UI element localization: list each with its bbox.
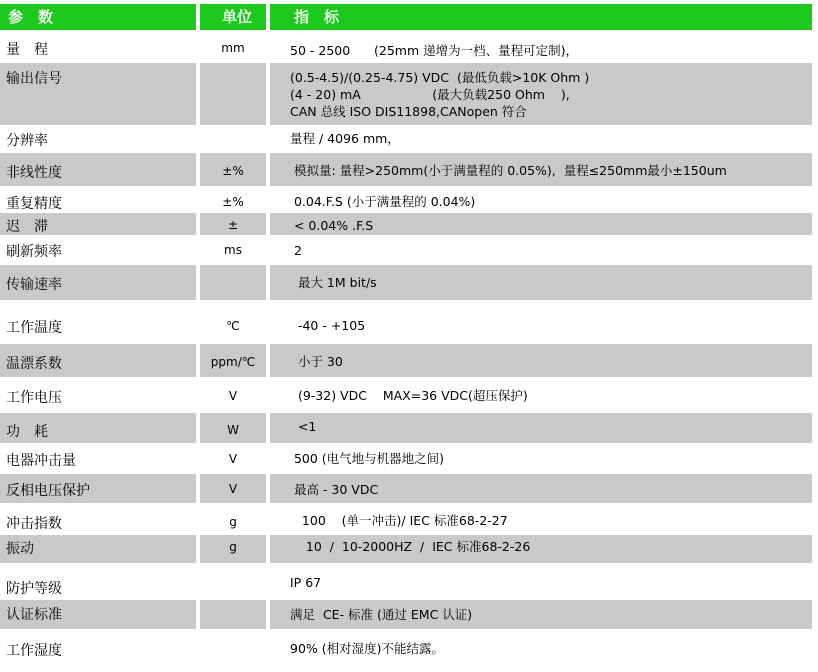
spec-value bbox=[270, 474, 812, 503]
spec-line: IP 67 bbox=[290, 575, 322, 590]
unit-cell: ℃ bbox=[200, 303, 266, 343]
spec-value bbox=[270, 213, 812, 235]
unit-cell: ±% bbox=[200, 189, 266, 211]
param-label: 防护等级 bbox=[0, 566, 196, 600]
param-label: 刷新频率 bbox=[0, 238, 196, 262]
spec-value bbox=[270, 380, 812, 412]
param-label: 传输速率 bbox=[0, 265, 196, 300]
header-unit: 单位 bbox=[200, 4, 266, 30]
spec-value bbox=[270, 127, 812, 149]
spec-line: 90% (相对湿度)不能结露。 bbox=[290, 641, 445, 656]
param-label: 温漂系数 bbox=[0, 344, 196, 377]
param-label: 工作电压 bbox=[0, 380, 196, 412]
spec-value bbox=[270, 535, 812, 563]
param-label: 反相电压保护 bbox=[0, 474, 196, 503]
spec-value bbox=[270, 506, 812, 534]
header-param: 参 数 bbox=[0, 4, 196, 30]
unit-cell: W bbox=[200, 413, 266, 443]
unit-cell: V bbox=[200, 446, 266, 472]
param-label: 工作湿度 bbox=[0, 632, 196, 662]
unit-cell bbox=[200, 127, 266, 149]
unit-cell bbox=[200, 566, 266, 600]
spec-value bbox=[270, 63, 812, 125]
unit-cell bbox=[200, 265, 266, 300]
spec-value bbox=[270, 632, 812, 662]
spec-value bbox=[270, 238, 812, 262]
spec-line: 最高 - 30 VDC bbox=[290, 482, 379, 497]
spec-line: CAN 总线 ISO DIS11898,CANopen 符合 bbox=[290, 104, 527, 119]
unit-cell bbox=[200, 63, 266, 125]
spec-line: 0.04.F.S (小于满量程的 0.04%) bbox=[290, 194, 476, 209]
unit-cell bbox=[200, 600, 266, 629]
spec-value bbox=[270, 153, 812, 186]
spec-line: 量程 / 4096 mm， bbox=[290, 131, 400, 146]
spec-line: 50 - 2500 (25mm 递增为一档、量程可定制)， bbox=[290, 43, 579, 58]
param-label: 非线性度 bbox=[0, 153, 196, 186]
param-label: 冲击指数 bbox=[0, 506, 196, 534]
spec-line: 模拟量: 量程>250mm(小于满量程的 0.05%), 量程≤250mm最小±150um bbox=[290, 163, 727, 178]
spec-line: 100 (单一冲击)/ IEC 标准68-2-27 bbox=[290, 513, 508, 528]
spec-line: 满足 CE- 标准 (通过 EMC 认证) bbox=[290, 607, 473, 622]
unit-cell: ± bbox=[200, 213, 266, 235]
spec-value bbox=[270, 344, 812, 377]
spec-value bbox=[270, 189, 812, 211]
param-label: 迟 滞 bbox=[0, 213, 196, 235]
unit-cell: mm bbox=[200, 34, 266, 60]
spec-line: <1 bbox=[290, 419, 317, 434]
param-label: 认证标准 bbox=[0, 600, 196, 629]
param-label: 量 程 bbox=[0, 34, 196, 60]
unit-cell bbox=[200, 632, 266, 662]
spec-line: -40 - +105 bbox=[290, 318, 366, 333]
spec-line: (0.5-4.5)/(0.25-4.75) VDC (最低负载>10K Ohm ) bbox=[290, 70, 590, 85]
unit-cell: V bbox=[200, 474, 266, 503]
header-spec: 指 标 bbox=[270, 4, 812, 30]
param-label: 重复精度 bbox=[0, 189, 196, 211]
spec-value bbox=[270, 265, 812, 300]
spec-value bbox=[270, 600, 812, 629]
param-label: 分辨率 bbox=[0, 127, 196, 149]
param-label: 振动 bbox=[0, 535, 196, 563]
unit-cell: ms bbox=[200, 238, 266, 262]
spec-line: (9-32) VDC MAX=36 VDC(超压保护) bbox=[290, 388, 528, 403]
spec-value bbox=[270, 566, 812, 600]
param-label: 电器冲击量 bbox=[0, 446, 196, 472]
spec-value bbox=[270, 34, 812, 60]
unit-cell: g bbox=[200, 535, 266, 563]
spec-line: 500 (电气地与机器地之间) bbox=[290, 451, 445, 466]
spec-line: (4 - 20) mA (最大负载250 Ohm ), bbox=[290, 87, 570, 102]
spec-line: 2 bbox=[290, 243, 302, 258]
param-label: 功 耗 bbox=[0, 413, 196, 443]
spec-value bbox=[270, 303, 812, 343]
unit-cell: V bbox=[200, 380, 266, 412]
spec-line: 小于 30 bbox=[290, 354, 343, 369]
param-label: 工作温度 bbox=[0, 303, 196, 343]
unit-cell: ppm/℃ bbox=[200, 344, 266, 377]
spec-line: 最大 1M bit/s bbox=[290, 275, 377, 290]
spec-line: < 0.04% .F.S bbox=[290, 218, 374, 233]
spec-value bbox=[270, 446, 812, 472]
unit-cell: g bbox=[200, 506, 266, 534]
spec-line: 10 / 10-2000HZ / IEC 标准68-2-26 bbox=[290, 539, 531, 554]
unit-cell: ±% bbox=[200, 153, 266, 186]
spec-value bbox=[270, 413, 812, 443]
param-label: 输出信号 bbox=[0, 63, 196, 125]
